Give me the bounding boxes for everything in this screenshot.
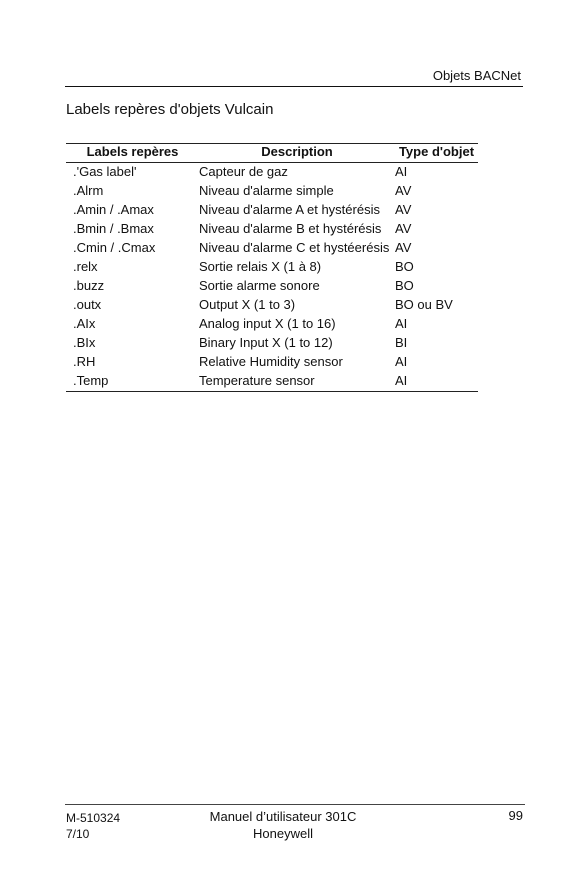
footer-manual-info [208,808,358,842]
row-description: Niveau d'alarme B et hystérésis [199,221,382,236]
row-description: Niveau d'alarme C et hystéerésis [199,240,390,255]
column-header-description: Description [199,144,395,163]
table-row [66,182,478,201]
row-type: BO [395,259,414,274]
row-type: BO ou BV [395,297,453,312]
company-name: Honeywell [253,826,313,841]
row-type: AI [395,354,408,369]
row-label: .buzz [73,278,105,293]
row-type: AI [395,316,408,331]
row-description: Binary Input X (1 to 12) [199,335,333,350]
table-row [66,334,478,353]
row-type: BI [395,335,408,350]
table-row [66,201,478,220]
row-label: .AIx [73,316,96,331]
doc-date: 7/10 [66,827,90,841]
section-title: Labels repères d'objets Vulcain [66,101,274,118]
table-header-row [66,144,478,163]
row-description: Temperature sensor [199,372,395,392]
table-row [66,315,478,334]
row-label: .'Gas label' [73,164,137,179]
row-description: Analog input X (1 to 16) [199,316,336,331]
doc-number: M-510324 [66,811,121,825]
manual-title: Manuel d’utilisateur 301C [209,809,357,824]
row-type: BO [395,278,414,293]
row-type: AV [395,202,412,217]
row-label: .Cmin / .Cmax [73,240,156,255]
column-header-type: Type d'objet [395,144,478,163]
footer-document-info [66,810,120,842]
table-row [66,296,478,315]
row-label: .relx [73,259,98,274]
row-label: .Bmin / .Bmax [73,221,154,236]
objects-table [66,143,478,392]
table-row [66,258,478,277]
row-description: Output X (1 to 3) [199,297,296,312]
header-rule [65,86,523,87]
running-header: Objets BACNet [432,68,521,83]
column-header-labels: Labels repères [66,144,199,163]
table-row [66,239,478,258]
row-type: AV [395,183,412,198]
row-label: .BIx [73,335,96,350]
row-description: Sortie alarme sonore [199,278,320,293]
table-row [66,220,478,239]
row-type: AI [395,372,478,392]
row-label: .outx [73,297,102,312]
row-label: .Amin / .Amax [73,202,154,217]
row-description: Niveau d'alarme simple [199,183,334,198]
row-description: Relative Humidity sensor [199,354,343,369]
row-label: .Alrm [73,183,104,198]
row-type: AI [395,164,408,179]
row-description: Niveau d'alarme A et hystérésis [199,202,380,217]
page-number: 99 [508,808,523,823]
footer-rule [65,804,525,805]
row-label: .Temp [66,372,199,392]
table-row [66,277,478,296]
row-type: AV [395,240,412,255]
table-row [66,163,478,183]
table-row [66,353,478,372]
table-row [66,372,478,392]
row-description: Sortie relais X (1 à 8) [199,259,322,274]
row-type: AV [395,221,412,236]
row-label: .RH [73,354,96,369]
row-description: Capteur de gaz [199,164,288,179]
